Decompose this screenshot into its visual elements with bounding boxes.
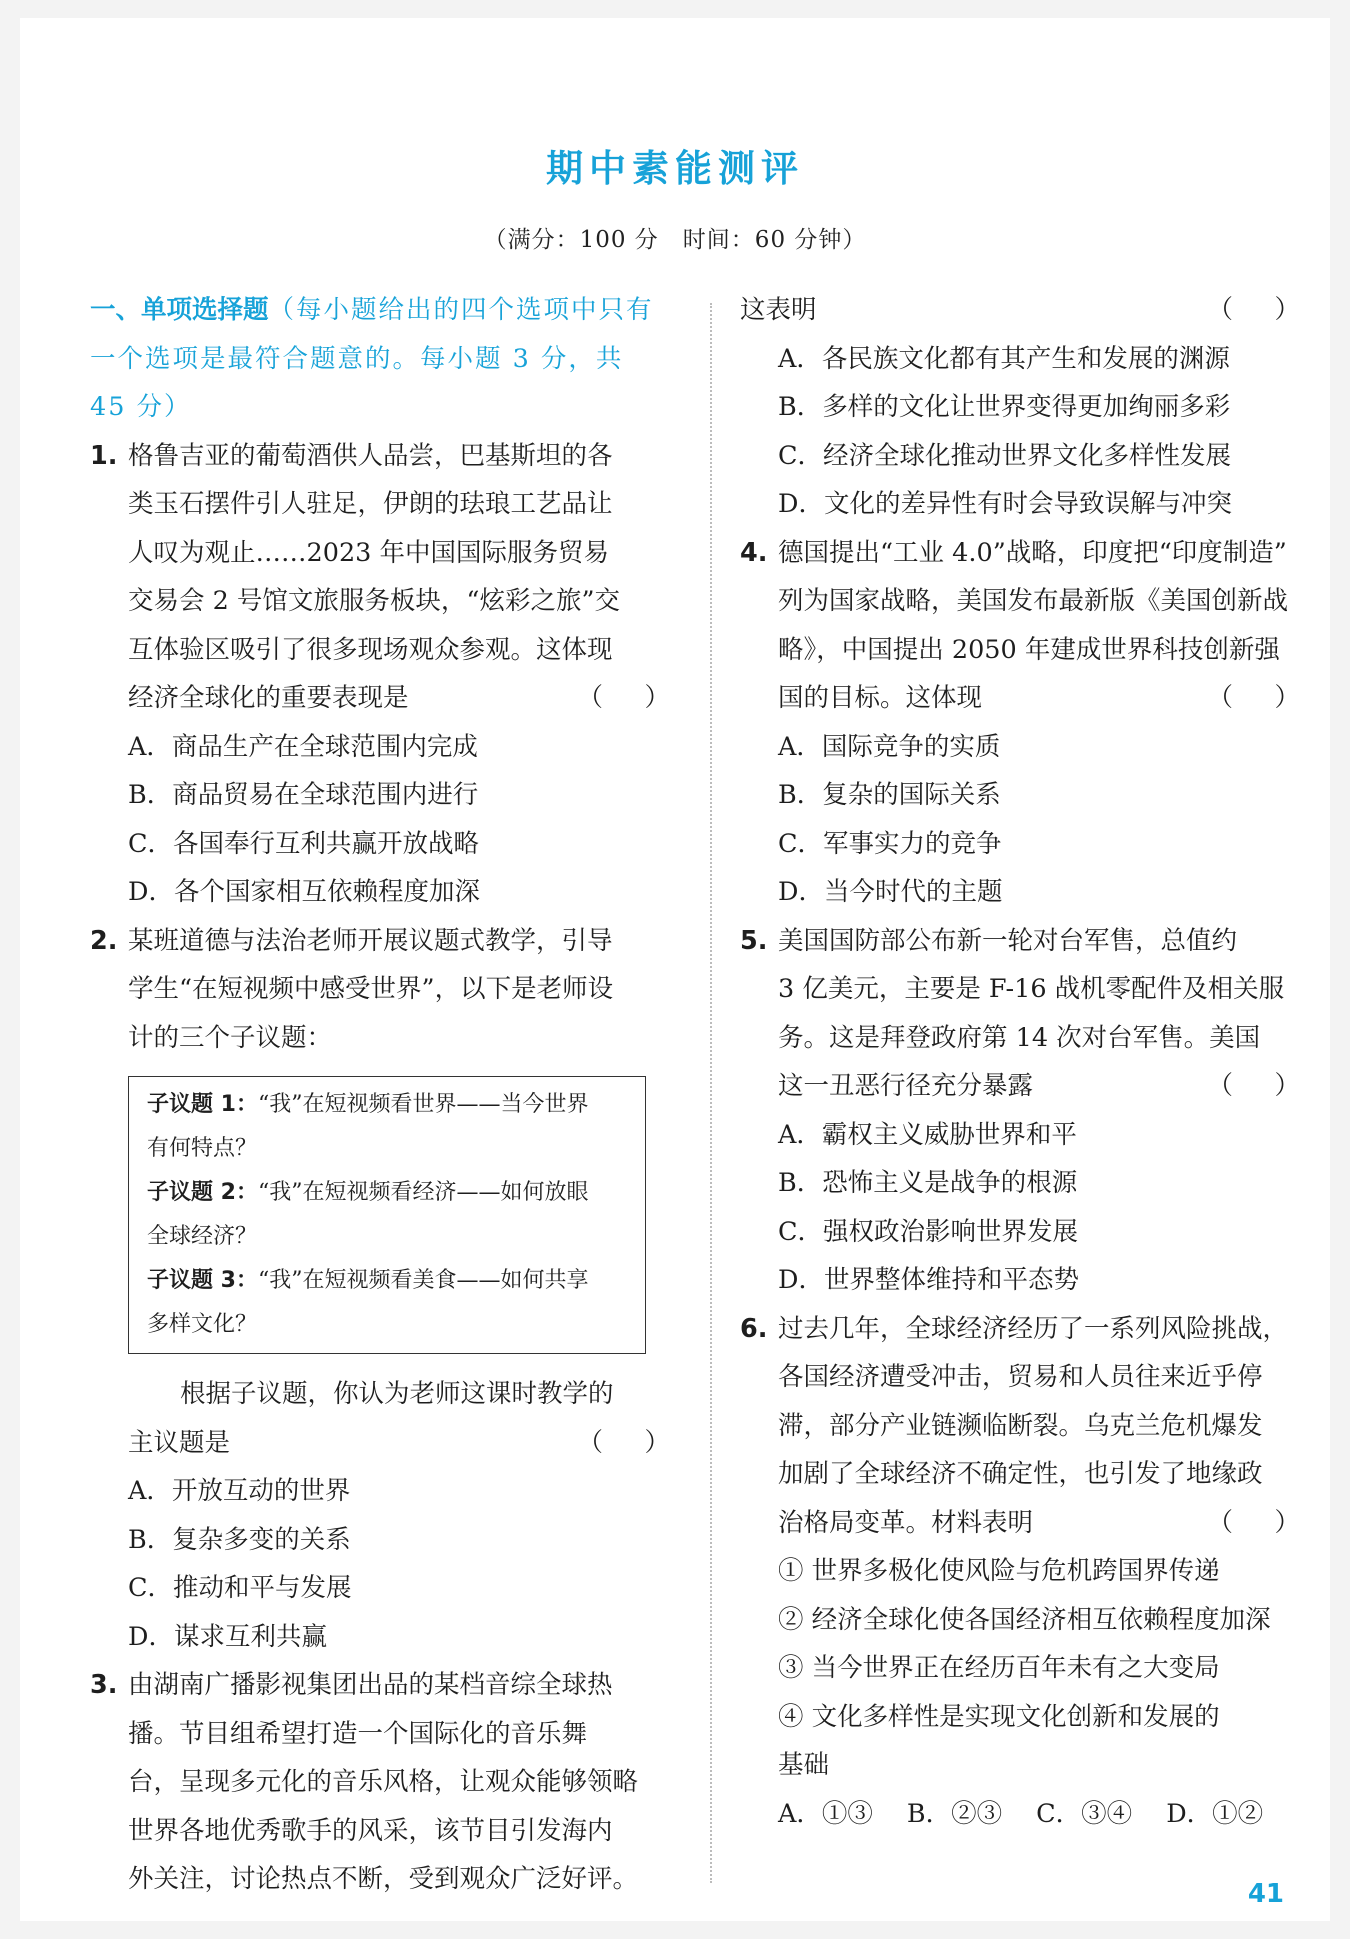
section-note-3: 45 分） [90,392,192,422]
option-a[interactable]: A．商品生产在全球范围内完成 [128,731,478,762]
answer-bracket[interactable]: （ ） [1207,295,1308,325]
sub-topic-label: 子议题 2： [147,1180,258,1205]
question-line [778,1499,1312,1548]
statement-4-continued: 基础 [778,1750,830,1780]
question-line: 过去几年，全球经济经历了一系列风险挑战， [778,1313,1289,1344]
option-c[interactable]: C．推动和平与发展 [128,1573,352,1603]
question-line: 略》，中国提出 2050 年建成世界科技创新强 [778,634,1280,665]
option-c[interactable]: C．各国奉行互利共赢开放战略 [128,828,480,859]
statement-4: ④ 文化多样性是实现文化创新和发展的 [778,1701,1220,1732]
sub-topic-text: “我”在短视频看美食——如何共享 [257,1268,589,1293]
question-line [90,1419,682,1468]
sub-topic-text: 全球经济？ [147,1224,258,1249]
answer-bracket[interactable]: （ ） [1207,1071,1308,1101]
option-c[interactable]: C．强权政治影响世界发展 [778,1216,1079,1247]
question-line-text: 国的目标。这体现 [778,683,983,713]
option-d[interactable]: D．当今时代的主题 [778,877,1003,907]
question-line [778,1062,1312,1111]
sub-topic-text: “我”在短视频看经济——如何放眼 [257,1180,589,1205]
statement-3: ③ 当今世界正在经历百年未有之大变局 [778,1653,1220,1683]
question-line: 列为国家战略，美国发布最新版《美国创新战 [778,586,1289,616]
question-number: 6. [740,1313,768,1344]
question-line: 学生“在短视频中感受世界”，以下是老师设 [128,974,614,1004]
right-column [740,286,1312,1838]
left-column [90,286,682,1904]
question-line: 格鲁吉亚的葡萄酒供人品尝，巴基斯坦的各 [128,440,613,471]
question-number: 4. [740,537,768,568]
question-line [778,674,1312,723]
option-b[interactable]: B．复杂的国际关系 [778,780,1001,810]
page-sheet [20,18,1330,1921]
answer-bracket[interactable]: （ ） [577,683,678,713]
question-line: 计的三个子议题： [128,1022,333,1053]
sub-topic-3 [147,1259,631,1303]
section-note-1: （每小题给出的四个选项中只有 [268,295,654,325]
question-number: 5. [740,925,768,956]
question-line: 3 亿美元，主要是 F-16 战机零配件及相关服 [778,974,1285,1004]
question-line-text: 治格局变革。材料表明 [778,1507,1034,1538]
question-line: 根据子议题，你认为老师这课时教学的 [180,1379,614,1409]
sub-topic-2 [147,1171,631,1215]
option-d[interactable]: D．①② [1166,1798,1264,1829]
question-line: 美国国防部公布新一轮对台军售，总值约 [778,925,1238,956]
section-note-2: 一个选项是最符合题意的。每小题 3 分，共 [90,343,624,374]
sub-topic-text: 有何特点？ [147,1136,258,1161]
question-4 [740,529,1312,723]
question-line: 台，呈现多元化的音乐风格，让观众能够领略 [128,1767,639,1797]
section-heading [90,286,682,335]
answer-bracket[interactable]: （ ） [1207,683,1308,713]
option-d[interactable]: D．文化的差异性有时会导致误解与冲突 [778,489,1232,519]
question-3 [90,1661,682,1904]
question-line: 加剧了全球经济不确定性，也引发了地缘政 [778,1459,1263,1489]
question-line: 人叹为观止……2023 年中国国际服务贸易 [128,537,610,568]
question-line: 世界各地优秀歌手的风采，该节目引发海内 [128,1815,613,1846]
option-d[interactable]: D．谋求互利共赢 [128,1621,327,1652]
answer-bracket[interactable]: （ ） [577,1427,678,1458]
option-b[interactable]: B．多样的文化让世界变得更加绚丽多彩 [778,392,1231,422]
question-line: 类玉石摆件引人驻足，伊朗的珐琅工艺品让 [128,489,613,519]
statement-2: ② 经济全球化使各国经济相互依赖程度加深 [778,1604,1271,1635]
question-line: 播。节目组希望打造一个国际化的音乐舞 [128,1718,588,1749]
question-3-continued [740,286,1312,335]
question-line: 务。这是拜登政府第 14 次对台军售。美国 [778,1022,1261,1053]
option-a[interactable]: A．开放互动的世界 [128,1476,351,1506]
option-row [740,1790,1312,1839]
option-d[interactable]: D．各个国家相互依赖程度加深 [128,877,480,907]
question-line: 滞，部分产业链濒临断裂。乌克兰危机爆发 [778,1410,1263,1441]
sub-topic-label: 子议题 1： [147,1092,258,1117]
question-2 [90,917,682,1063]
sub-topic-text: “我”在短视频看世界——当今世界 [257,1092,589,1117]
question-line: 某班道德与法治老师开展议题式教学，引导 [128,925,613,956]
option-a[interactable]: A．霸权主义威胁世界和平 [778,1119,1077,1150]
option-d[interactable]: D．世界整体维持和平态势 [778,1265,1079,1295]
question-line-text: 经济全球化的重要表现是 [128,683,409,713]
question-line-text: 这一丑恶行径充分暴露 [778,1071,1034,1101]
question-number: 2. [90,925,118,956]
question-1 [90,432,682,723]
page-title: 期中素能测评 [546,147,804,190]
option-c[interactable]: C．军事实力的竞争 [778,828,1002,859]
question-line: 各国经济遭受冲击，贸易和人员往来近乎停 [778,1362,1263,1392]
question-number: 1. [90,440,118,471]
question-line-text: 这表明 [740,295,817,325]
statement-1: ① 世界多极化使风险与危机跨国界传递 [778,1556,1220,1586]
question-number: 3. [90,1670,118,1700]
question-line: 德国提出“工业 4.0”战略，印度把“印度制造” [778,537,1287,568]
question-line: 外关注，讨论热点不断，受到观众广泛好评。 [128,1864,639,1894]
option-a[interactable]: A．①③ [778,1798,873,1829]
question-6 [740,1305,1312,1548]
option-b[interactable]: B．复杂多变的关系 [128,1524,351,1555]
answer-bracket[interactable]: （ ） [1207,1507,1308,1538]
question-line: 交易会 2 号馆文旅服务板块，“炫彩之旅”交 [128,586,621,616]
question-line: 互体验区吸引了很多现场观众参观。这体现 [128,634,613,665]
sub-topic-text: 多样文化？ [147,1312,258,1337]
question-line: 由湖南广播影视集团出品的某档音综全球热 [128,1670,613,1700]
option-a[interactable]: A．各民族文化都有其产生和发展的渊源 [778,343,1230,374]
section-label: 一、单项选择题 [90,295,269,325]
option-c[interactable]: C．③④ [1036,1798,1133,1829]
option-b[interactable]: B．恐怖主义是战争的根源 [778,1168,1078,1198]
sub-topic-1 [147,1083,631,1127]
option-b[interactable]: B．商品贸易在全球范围内进行 [128,780,479,810]
option-c[interactable]: C．经济全球化推动世界文化多样性发展 [778,440,1232,471]
sub-topic-box [128,1076,646,1354]
option-b[interactable]: B．②③ [906,1798,1003,1829]
question-5 [740,917,1312,1111]
exam-info: （满分：100 分 时间：60 分钟） [483,227,867,253]
question-line-text: 主议题是 [128,1427,231,1458]
column-divider [710,303,712,1883]
sub-topic-label: 子议题 3： [147,1268,258,1293]
page-number: 41 [1247,1879,1284,1909]
question-line [128,674,682,723]
option-a[interactable]: A．国际竞争的实质 [778,731,1001,762]
